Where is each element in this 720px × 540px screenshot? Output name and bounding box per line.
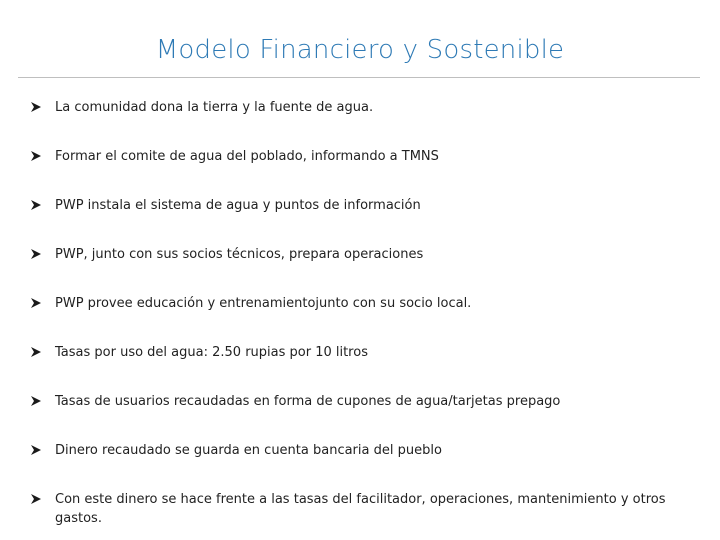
bullet-text: Dinero recaudado se guarda en cuenta bancaria del pueblo: [55, 443, 442, 458]
arrowhead-bullet-icon: [30, 96, 55, 118]
bullet-item: [30, 145, 702, 167]
slide-title: Modelo Financiero y Sostenible: [155, 35, 565, 65]
bullet-item: [30, 341, 702, 363]
arrowhead-bullet-icon: [30, 488, 55, 510]
bullet-text: La comunidad dona la tierra y la fuente de agua.: [55, 100, 374, 115]
arrowhead-bullet-icon: [30, 341, 55, 363]
bullet-text: Con este dinero se hace frente a las tasas del facilitador, operaciones, mantenimiento y otros gastos.: [55, 492, 666, 526]
arrowhead-bullet-icon: [30, 145, 55, 167]
bullet-text: Tasas de usuarios recaudadas en forma de cupones de agua/tarjetas prepago: [55, 394, 561, 409]
bullet-item: [30, 488, 702, 528]
bullet-item: [30, 243, 702, 265]
bullet-item: [30, 439, 702, 461]
arrowhead-bullet-icon: [30, 390, 55, 412]
bullet-text: PWP, junto con sus socios técnicos, prepara operaciones: [55, 247, 424, 262]
title-divider: [18, 77, 700, 78]
bullet-text: Formar el comite de agua del poblado, informando a TMNS: [55, 149, 439, 164]
bullet-item: [30, 292, 702, 314]
bullet-text: Tasas por uso del agua: 2.50 rupias por 10 litros: [55, 345, 368, 360]
arrowhead-bullet-icon: [30, 194, 55, 216]
arrowhead-bullet-icon: [30, 292, 55, 314]
bullet-item: [30, 194, 702, 216]
bullet-text: PWP provee educación y entrenamientojunto con su socio local.: [55, 296, 472, 311]
bullet-text: PWP instala el sistema de agua y puntos de información: [55, 198, 421, 213]
bullet-item: [30, 96, 702, 118]
arrowhead-bullet-icon: [30, 243, 55, 265]
bullet-item: [30, 390, 702, 412]
arrowhead-bullet-icon: [30, 439, 55, 461]
